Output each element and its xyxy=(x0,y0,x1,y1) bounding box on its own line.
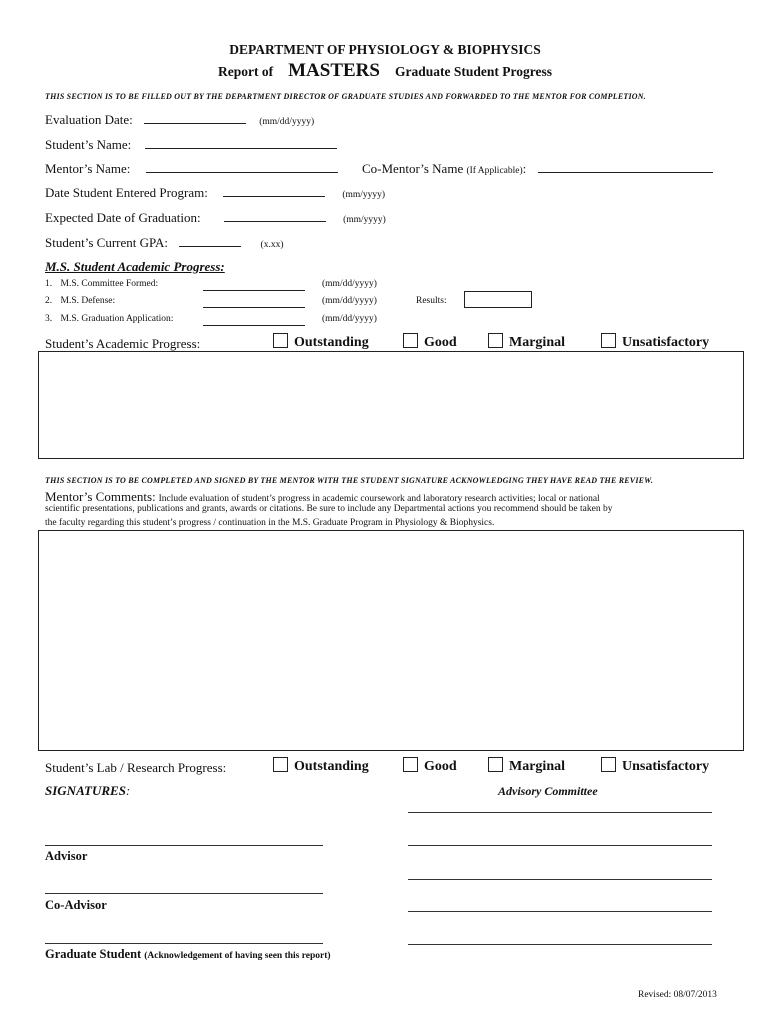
report-title xyxy=(0,60,770,82)
section2-instructions: THIS SECTION IS TO BE COMPLETED AND SIGNED BY THE MENTOR WITH THE STUDENT SIGNATURE ACKNOWLEDGING THEY HAVE READ THE REVIEW. xyxy=(45,476,654,485)
mentor-name-label: Mentor’s Name: xyxy=(45,161,131,176)
student-name-row xyxy=(45,137,337,153)
academic-item-3-label: M.S. Graduation Application: xyxy=(60,314,174,324)
rating-label: Outstanding xyxy=(294,335,369,350)
academic-item-3-field[interactable] xyxy=(203,314,305,326)
expected-grad-label: Expected Date of Graduation: xyxy=(45,210,201,225)
lab-progress-label: Student’s Lab / Research Progress: xyxy=(45,760,227,775)
committee-signature-line-3[interactable] xyxy=(408,879,712,880)
gpa-label: Student’s Current GPA: xyxy=(45,235,169,250)
checkbox-icon[interactable] xyxy=(488,333,503,348)
rating-label: Outstanding xyxy=(294,759,369,774)
co-mentor-name-label: Co-Mentor’s Name xyxy=(362,161,464,176)
mentor-comments-box[interactable] xyxy=(38,530,744,751)
student-name-field[interactable] xyxy=(145,137,337,149)
graduate-student-label: Graduate Student xyxy=(45,947,142,961)
date-entered-row xyxy=(45,185,385,201)
checkbox-icon[interactable] xyxy=(601,333,616,348)
date-entered-format: (mm/yyyy) xyxy=(342,190,386,200)
signatures-heading xyxy=(45,783,130,799)
mentor-comments-heading-row xyxy=(45,489,600,505)
checkbox-icon[interactable] xyxy=(403,757,418,772)
co-mentor-name-row xyxy=(362,161,713,177)
academic-item-2-num: 2. xyxy=(45,296,53,306)
committee-signature-line-1[interactable] xyxy=(408,812,712,813)
advisor-label: Advisor xyxy=(45,849,88,863)
academic-rating-outstanding[interactable] xyxy=(273,333,369,351)
checkbox-icon[interactable] xyxy=(403,333,418,348)
rating-label: Unsatisfactory xyxy=(622,759,710,774)
co-mentor-name-field[interactable] xyxy=(538,161,713,173)
evaluation-date-label: Evaluation Date: xyxy=(45,112,133,127)
mentor-name-field[interactable] xyxy=(146,161,338,173)
academic-comments-box[interactable] xyxy=(38,351,744,459)
student-name-label: Student’s Name: xyxy=(45,137,132,152)
checkbox-icon[interactable] xyxy=(488,757,503,772)
rating-label: Marginal xyxy=(509,759,565,774)
mentor-comments-text-2: scientific presentations, publications and grants, awards or citations. Be sure to include any Departmental actions you recommend should be taken by xyxy=(45,504,613,514)
advisory-committee-heading: Advisory Committee xyxy=(498,784,598,798)
graduate-student-note: (Acknowledgement of having seen this report) xyxy=(144,951,331,961)
department-title: DEPARTMENT OF PHYSIOLOGY & BIOPHYSICS xyxy=(229,42,541,57)
academic-item-2-label: M.S. Defense: xyxy=(60,296,116,306)
academic-rating-good[interactable] xyxy=(403,333,457,351)
expected-grad-row xyxy=(45,210,386,226)
mentor-comments-text-3: the faculty regarding this student’s progress / continuation in the M.S. Graduate Program in Physiology & Biophysics. xyxy=(45,518,495,528)
date-entered-label: Date Student Entered Program: xyxy=(45,185,208,200)
academic-item-2-field[interactable] xyxy=(203,296,305,308)
academic-item-1-field[interactable] xyxy=(203,279,305,291)
co-mentor-note: (If Applicable) xyxy=(466,166,523,176)
academic-item-3-format: (mm/dd/yyyy) xyxy=(322,314,377,324)
graduate-student-signature-line[interactable] xyxy=(45,943,323,944)
report-of-label: Report of xyxy=(218,64,274,79)
academic-item-2 xyxy=(45,296,115,306)
evaluation-date-field[interactable] xyxy=(144,112,246,124)
progress-label: Graduate Student Progress xyxy=(394,64,552,79)
mentor-comments-heading: Mentor’s Comments: xyxy=(45,489,156,504)
committee-signature-line-2[interactable] xyxy=(408,845,712,846)
academic-item-2-format: (mm/dd/yyyy) xyxy=(322,296,377,306)
academic-rating-unsatisfactory[interactable] xyxy=(601,333,709,351)
checkbox-icon[interactable] xyxy=(601,757,616,772)
evaluation-date-row xyxy=(45,112,314,128)
lab-rating-unsatisfactory[interactable] xyxy=(601,757,709,775)
signatures-heading-text: SIGNATURES xyxy=(45,783,126,798)
mentor-name-row xyxy=(45,161,338,177)
evaluation-date-format: (mm/dd/yyyy) xyxy=(259,117,315,127)
academic-rating-marginal[interactable] xyxy=(488,333,565,351)
signatures-heading-colon: : xyxy=(125,783,131,798)
advisor-signature-line[interactable] xyxy=(45,845,323,846)
rating-label: Marginal xyxy=(509,335,565,350)
academic-progress-label: Student’s Academic Progress: xyxy=(45,336,201,351)
co-advisor-signature-line[interactable] xyxy=(45,893,323,894)
date-entered-field[interactable] xyxy=(223,185,325,197)
gpa-format: (x.xx) xyxy=(260,240,284,250)
academic-item-1-num: 1. xyxy=(45,279,53,289)
academic-item-1-label: M.S. Committee Formed: xyxy=(60,279,159,289)
rating-label: Good xyxy=(424,335,457,350)
rating-label: Good xyxy=(424,759,457,774)
expected-grad-format: (mm/yyyy) xyxy=(343,215,386,225)
academic-heading: M.S. Student Academic Progress: xyxy=(45,259,225,274)
expected-grad-field[interactable] xyxy=(224,210,326,222)
checkbox-icon[interactable] xyxy=(273,333,288,348)
academic-item-3 xyxy=(45,314,173,324)
rating-label: Unsatisfactory xyxy=(622,335,710,350)
degree-label: MASTERS xyxy=(288,60,380,81)
committee-signature-line-4[interactable] xyxy=(408,911,712,912)
lab-rating-marginal[interactable] xyxy=(488,757,565,775)
section1-instructions: THIS SECTION IS TO BE FILLED OUT BY THE DEPARTMENT DIRECTOR OF GRADUATE STUDIES AND FORWARDED TO THE MENTOR FOR COMPLETION. xyxy=(45,92,646,101)
committee-signature-line-5[interactable] xyxy=(408,944,712,945)
mentor-comments-text-1: Include evaluation of student’s progress in academic coursework and laboratory research activities; local or national xyxy=(158,494,600,504)
co-advisor-label: Co-Advisor xyxy=(45,898,107,912)
results-box[interactable] xyxy=(464,291,532,308)
gpa-row xyxy=(45,235,283,251)
academic-item-3-num: 3. xyxy=(45,314,53,324)
graduate-student-row xyxy=(45,947,331,962)
academic-item-1-format: (mm/dd/yyyy) xyxy=(322,279,377,289)
academic-item-1 xyxy=(45,279,158,289)
lab-rating-outstanding[interactable] xyxy=(273,757,369,775)
checkbox-icon[interactable] xyxy=(273,757,288,772)
revised-date: Revised: 08/07/2013 xyxy=(638,990,717,1000)
lab-rating-good[interactable] xyxy=(403,757,457,775)
gpa-field[interactable] xyxy=(179,235,241,247)
co-mentor-colon: : xyxy=(522,161,527,176)
results-label: Results: xyxy=(416,296,447,306)
